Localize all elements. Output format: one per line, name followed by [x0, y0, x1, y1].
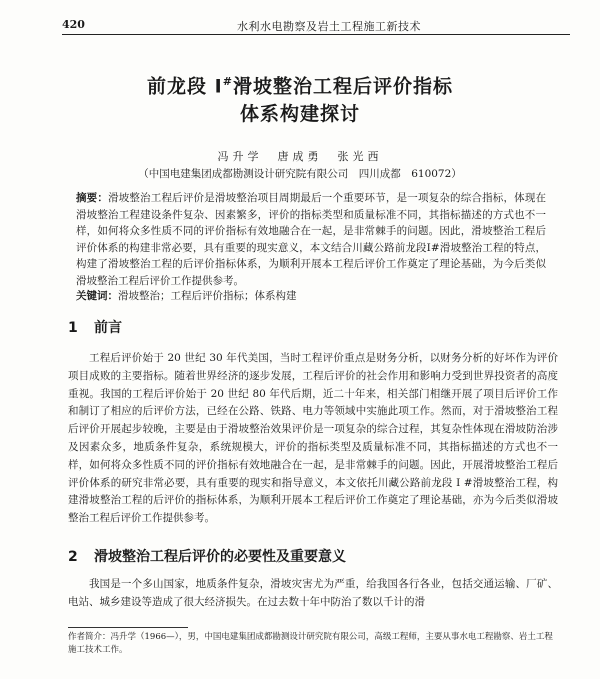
abstract	[76, 190, 546, 289]
page-number: 420	[62, 18, 85, 31]
section-2-number: 2	[68, 549, 78, 565]
title-superscript: #	[222, 75, 233, 88]
footnote-rule	[68, 627, 188, 628]
title-line1-b: 滑坡整治工程后评价指标	[232, 75, 453, 98]
keywords	[76, 288, 546, 304]
section-2-paragraph: 我国是一个多山国家，地质条件复杂，滑坡灾害尤为严重，给我国各行各业，包括交通运输、厂矿、电站、城乡建设等造成了很大经济损失。在过去数十年中防治了数以千计的滑	[68, 578, 558, 608]
abstract-text: 滑坡整治工程后评价是滑坡整治项目周期最后一个重要环节，是一项复杂的综合指标，体现在滑坡整治工程建设条件复杂、因素繁多，评价的指标类型和质量标准不同，其指标描述的方式也不一样，如何将众多性质不同的评价指标有效地融合在一起，是非常棘手的问题。因此，滑坡整治工程后评价体系的构建非常必要，具有重要的现实意义，本文结合川藏公路前龙段Ⅰ#滑坡整治工程的特点，构建了滑坡整治工程的后评价指标体系，为顺利开展本工程后评价工作奠定了理论基础，为今后类似滑坡整治工程后评价工作提供参考。	[76, 192, 547, 287]
abstract-label: 摘要：	[76, 192, 109, 204]
affiliation: （中国电建集团成都勘测设计研究院有限公司 四川成都 610072）	[138, 168, 462, 180]
section-1-number: 1	[68, 320, 78, 336]
running-header	[62, 18, 570, 35]
paper-title	[0, 68, 600, 128]
section-1-heading	[68, 317, 122, 337]
section-1-title: 前言	[94, 320, 122, 336]
title-line1-a: 前龙段 I	[147, 75, 223, 98]
section-2-heading	[68, 546, 346, 566]
journal-title: 水利水电勘察及岩土工程施工新技术	[237, 20, 421, 33]
keywords-label: 关键词：	[76, 290, 118, 302]
section-2-title: 滑坡整治工程后评价的必要性及重要意义	[94, 549, 346, 565]
section-1-paragraph: 工程后评价始于 20 世纪 30 年代美国，当时工程评价重点是财务分析，以财务分析的好坏作为评价项目成败的主要指标。随着世界经济的逐步发展，工程后评价的社会作用和影响力受到世界投资者的高度重视。我国的工程后评价始于 20 世纪 80 年代后期，近二十年来，相关部门相继开展了项目后评价工作和制订了相应的后评价方法，已经在公路、铁路、电力等领域中实施此项工作。然而，对于滑坡整治工程后评价开展起步较晚，主要是由于滑坡整治效果评价是一项复杂的综合过程，其复杂性体现在滑坡防治涉及因素众多，地质条件复杂，系统规模大，评价的指标类型及质量标准不同，其指标描述的方式也不一样，如何将众多性质不同的评价指标有效地融合在一起，是非常棘手的问题。因此，开展滑坡整治工程后评价体系的研究非常必要，具有重要的现实和指导意义，本文依托川藏公路前龙段 I #滑坡整治工程，构建滑坡整治工程的后评价的指标体系，为顺利开展本工程后评价工作奠定了理论基础，亦为今后类似滑坡整治工程后评价工作提供参考。	[68, 352, 558, 525]
keywords-text: 滑坡整治；工程后评价指标；体系构建	[118, 290, 297, 302]
authors: 冯升学 唐成勇 张光西	[217, 150, 383, 163]
footnote: 作者简介：冯升学（1966—），男，中国电建集团成都勘测设计研究院有限公司，高级工程师，主要从事水电工程勘察、岩土工程施工技术工作。	[68, 632, 553, 655]
title-line2: 体系构建探讨	[239, 103, 360, 126]
